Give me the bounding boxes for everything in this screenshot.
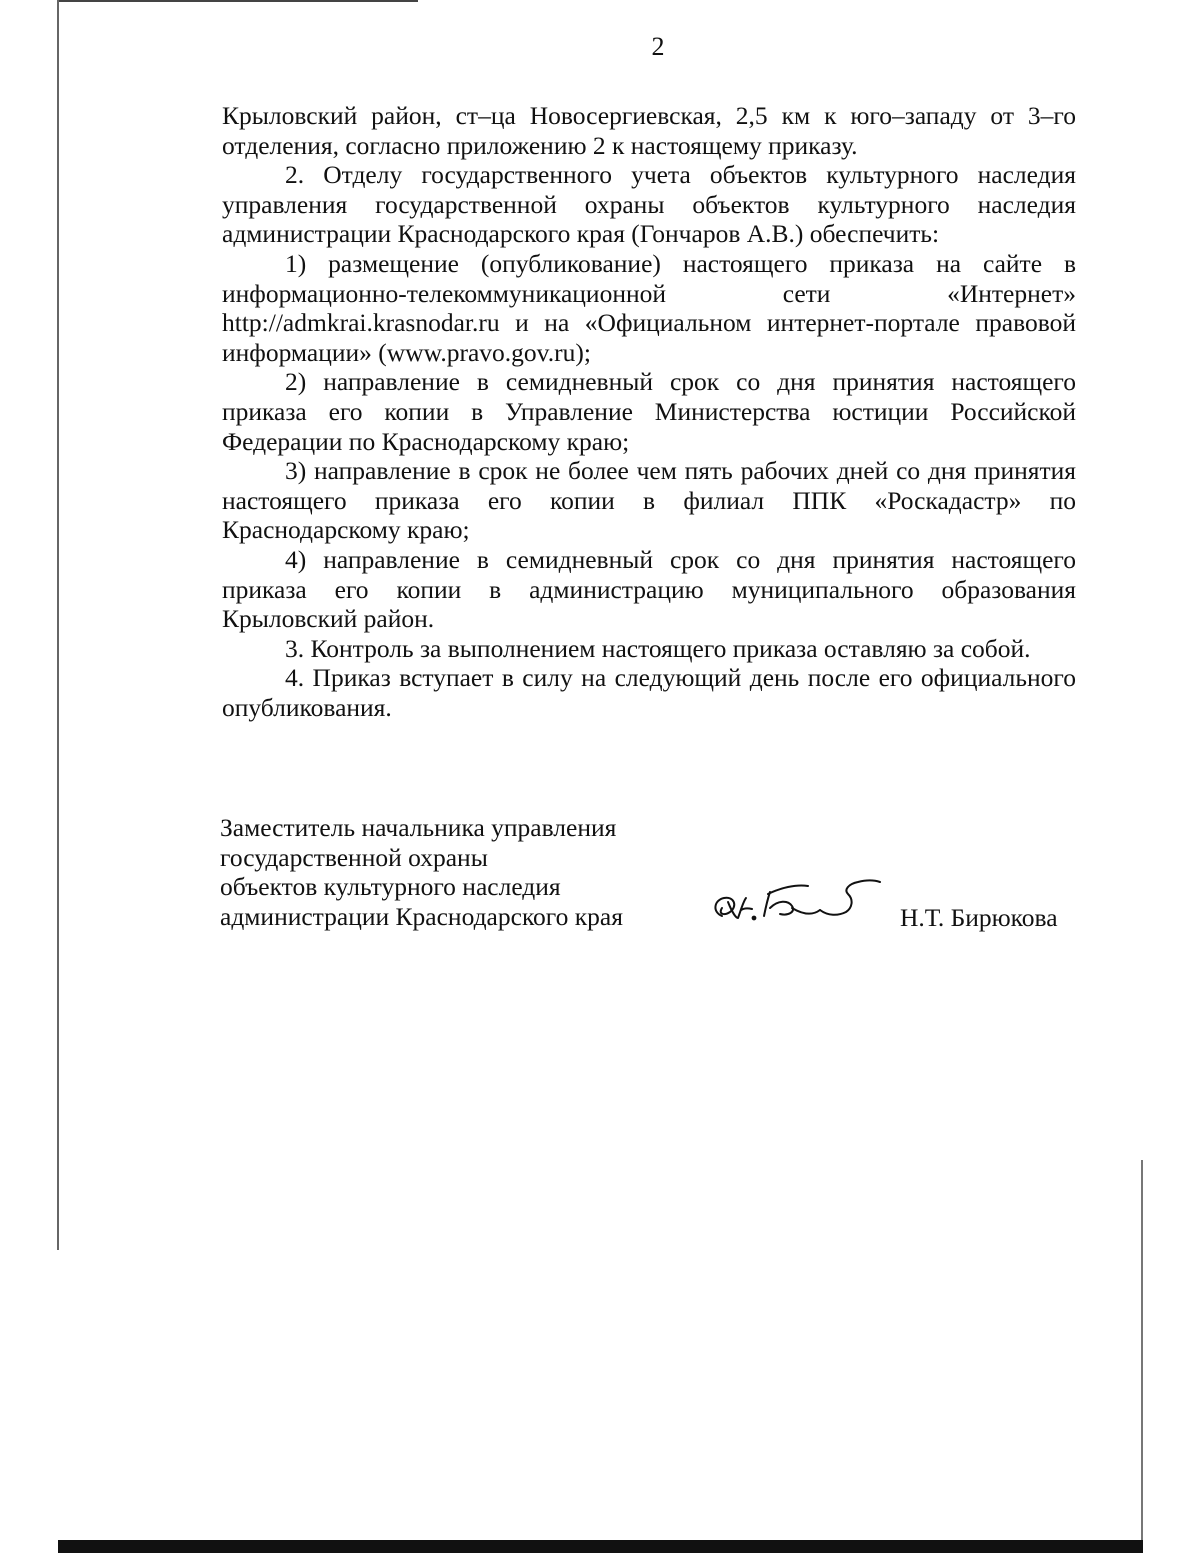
scan-edge-bottom (58, 1540, 1143, 1553)
signatory-position-line: объектов культурного наследия (220, 872, 561, 902)
paragraph: 2) направление в семидневный срок со дня принятия настоящего приказа его копии в Управление Министерства юстиции Российской Федерации по Краснодарскому краю; (222, 367, 1076, 456)
signatory-position-line: Заместитель начальника управления (220, 813, 617, 842)
paragraph: 3) направление в срок не более чем пять рабочих дней со дня принятия настоящего приказа его копии в филиал ППК «Роскадастр» по Краснодарскому краю; (222, 456, 1076, 545)
scan-edge-top (58, 0, 418, 2)
paragraph: 4) направление в семидневный срок со дня принятия настоящего приказа его копии в администрацию муниципального образования Крыловский район. (222, 544, 1076, 634)
handwritten-signature (708, 872, 883, 932)
scan-edge-right (1141, 1160, 1143, 1553)
paragraph: 1) размещение (опубликование) настоящего приказа на сайте в информационно-телекоммуникационной сети «Интернет» http://admkrai.krasnodar.ru и на «Официальном интернет-портале правовой информации» (www.pravo.gov.ru); (222, 248, 1076, 367)
signatory-position-line: государственной охраны (220, 842, 488, 872)
scan-edge-left (57, 0, 59, 1250)
paragraph: 2. Отделу государственного учета объектов культурного наследия управления государственной охраны объектов культурного наследия администрации Краснодарского края (Гончаров А.В.) обеспечить: (222, 160, 1076, 249)
signatory-position (220, 813, 623, 931)
document-body (222, 101, 1076, 722)
paragraph: 4. Приказ вступает в силу на следующий день после его официального опубликования. (222, 663, 1076, 722)
page-number: 2 (651, 32, 665, 61)
signatory-position-line: администрации Краснодарского края (220, 901, 623, 931)
paragraph: 3. Контроль за выполнением настоящего приказа оставляю за собой. (285, 633, 1031, 663)
paragraph: Крыловский район, ст–ца Новосергиевская, 2,5 км к юго–западу от 3–го отделения, согласно приложению 2 к настоящему приказу. (222, 101, 1076, 160)
signatory-name: Н.Т. Бирюкова (900, 903, 1058, 932)
